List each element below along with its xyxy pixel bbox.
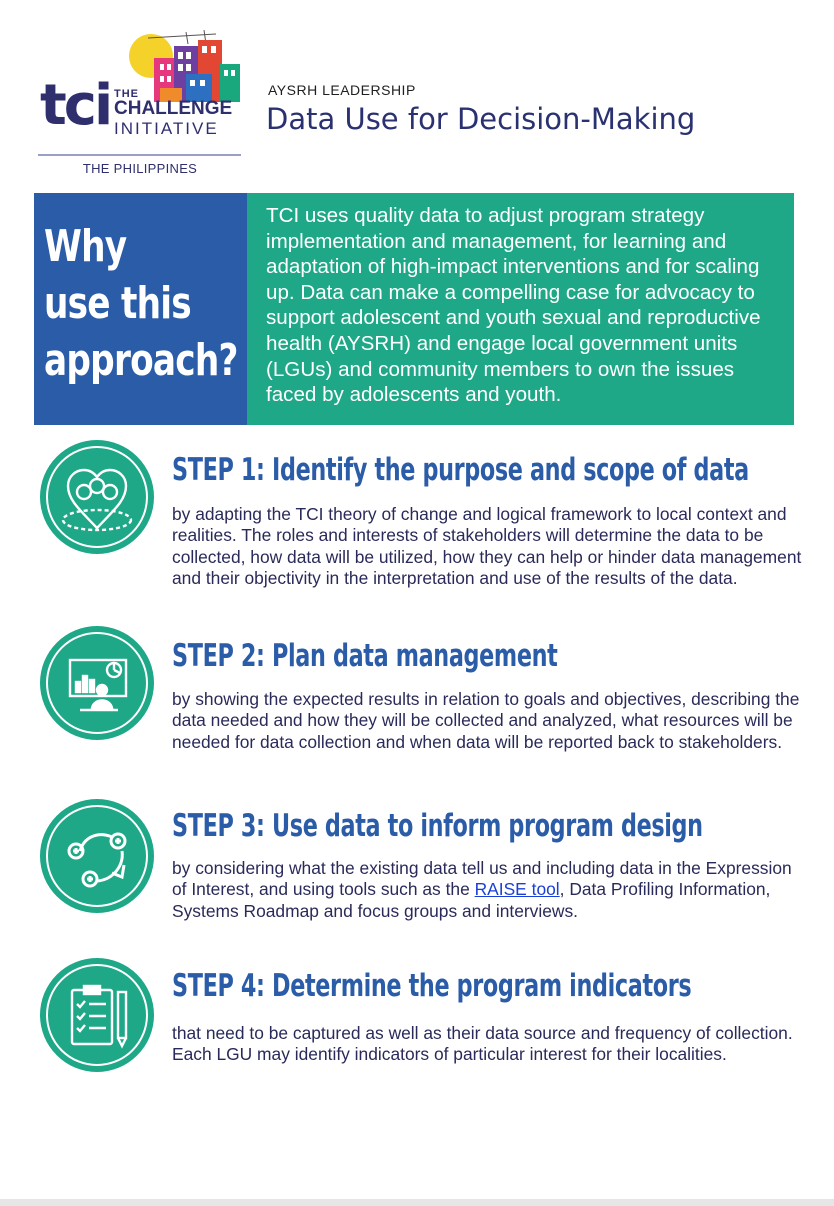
why-description: TCI uses quality data to adjust program strategy implementation and management, for learning and adaptation of high-impact interventions and for scaling up. Data can make a compelling case for advocacy to support adolescent and youth sexual and reproductive health (AYSRH) and engage local government units (LGUs) and community members to own the issues faced by adolescents and youth. (266, 204, 761, 407)
page-title: Data Use for Decision-Making (266, 102, 696, 136)
step-3-body-end: , Data Profiling Information, Systems Roadmap and focus groups and interviews. (172, 879, 771, 921)
step-1-icon-circle (40, 440, 154, 554)
stakeholders-icon (40, 440, 154, 554)
cycle-icon (40, 799, 154, 913)
step-4-body: that need to be captured as well as their data source and frequency of collection. Each LGU may identify indicators of particular interest for their localities. (172, 1023, 793, 1065)
step-3-icon-circle (40, 799, 154, 913)
checklist-icon (40, 958, 154, 1072)
why-heading: Why use this approach? (44, 221, 238, 386)
logo-the: THE (114, 88, 139, 100)
step-4-title: STEP 4: Determine the program indicators (172, 968, 692, 1004)
page-bottom-border (0, 1199, 834, 1206)
step-2-icon-circle (40, 626, 154, 740)
header-kicker: AYSRH LEADERSHIP (268, 82, 416, 98)
logo-initiative: INITIATIVE (114, 119, 219, 138)
step-2-body: by showing the expected results in relation to goals and objectives, describing the data needed and how they will be collected and analyzed, what resources will be needed for data collection and when data will be reported back to stakeholders. (172, 689, 800, 752)
step-1-body: by adapting the TCI theory of change and logical framework to local context and realities. The roles and interests of stakeholders will determine the data to be collected, how data will be utilized, how they can help or hinder data management and their objectivity in the interpretation and use of the results of the data. (172, 504, 802, 588)
presentation-icon (40, 626, 154, 740)
logo-divider (38, 154, 241, 156)
step-3-body-start: by considering what the existing data tell us and including data in the Expression of Interest, and using tools such as the (172, 858, 792, 900)
logo-challenge: CHALLENGE (114, 98, 233, 119)
step-3-title: STEP 3: Use data to inform program design (172, 808, 703, 844)
step-2-title: STEP 2: Plan data management (172, 638, 558, 674)
logo-tci-wordmark: tci (40, 73, 111, 138)
step-4-icon-circle (40, 958, 154, 1072)
step-1-title: STEP 1: Identify the purpose and scope of data (172, 452, 749, 488)
logo-country: THE PHILIPPINES (82, 161, 198, 176)
raise-tool-link[interactable]: RAISE tool (474, 879, 560, 900)
step-3-body (172, 858, 802, 922)
